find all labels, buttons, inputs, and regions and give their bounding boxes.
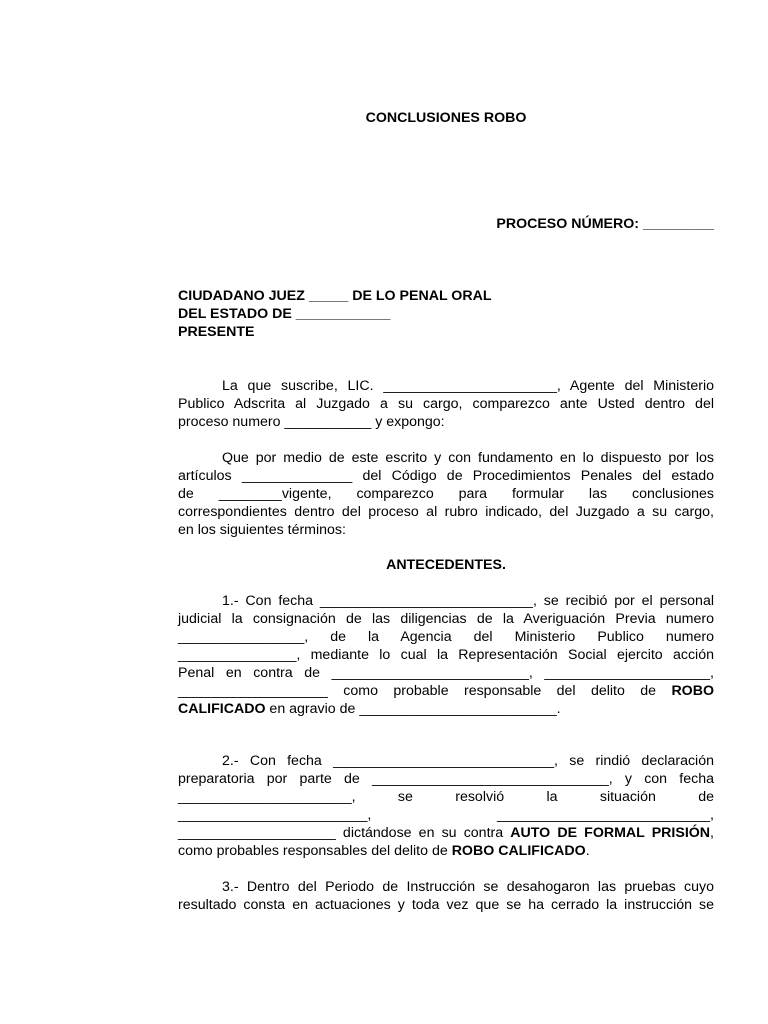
paragraph-intro <box>178 377 714 431</box>
paragraph-line <box>178 824 714 842</box>
text-run: ____________________ dictándose en su contra <box>178 825 511 841</box>
paragraph-line: proceso numero ___________ y expongo: <box>178 414 445 430</box>
paragraph-line: ______________________, se resolvió la situación de <box>178 789 714 805</box>
paragraph-line: artículos ______________ del Código de Procedimientos Penales del estado <box>178 468 714 484</box>
bold-run: ROBO CALIFICADO <box>451 843 586 859</box>
paragraph-line: 3.- Dentro del Periodo de Instrucción se desahogaron las pruebas cuyo <box>222 879 714 895</box>
paragraph-line <box>178 700 714 718</box>
bold-run: AUTO DE FORMAL PRISIÓN <box>510 825 711 841</box>
addressee-line: PRESENTE <box>178 324 255 340</box>
paragraph-line: preparatoria por parte de ______________________________, y con fecha <box>178 771 714 787</box>
bold-run: ROBO <box>671 683 714 699</box>
paragraph-line: Que por medio de este escrito y con fundamento en lo dispuesto por los <box>222 450 714 466</box>
document-title: CONCLUSIONES ROBO <box>365 110 527 126</box>
paragraph-grounds <box>178 449 714 539</box>
paragraph-line <box>178 682 714 700</box>
process-number: PROCESO NÚMERO: _________ <box>496 216 714 232</box>
text-run: . <box>585 843 590 859</box>
paragraph-line: de ________vigente, comparezco para formular las conclusiones <box>178 486 714 502</box>
paragraph-line: 1.- Con fecha ___________________________, se recibió por el personal <box>222 593 714 609</box>
addressee-line: DEL ESTADO DE ____________ <box>178 306 391 322</box>
paragraph-line <box>178 842 714 860</box>
section-heading-antecedentes: ANTECEDENTES. <box>386 557 506 573</box>
paragraph-item-3 <box>178 878 714 914</box>
paragraph-line: Penal en contra de _________________________, _____________________, <box>178 665 714 681</box>
paragraph-line: judicial la consignación de las diligencias de la Averiguación Previa numero <box>178 611 714 627</box>
text-run: como probables responsables del delito de <box>178 843 452 859</box>
paragraph-line: ________________________, ___________________________, <box>178 807 714 823</box>
paragraph-item-1 <box>178 592 714 718</box>
text-run: , <box>710 825 714 841</box>
paragraph-line: 2.- Con fecha ____________________________, se rindió declaración <box>222 753 714 769</box>
paragraph-item-2 <box>178 752 714 860</box>
addressee-block <box>178 287 714 341</box>
paragraph-line: La que suscribe, LIC. ______________________, Agente del Ministerio <box>222 378 714 394</box>
paragraph-line: en los siguientes términos: <box>178 522 346 538</box>
paragraph-line: correspondientes dentro del proceso al rubro indicado, del Juzgado a su cargo, <box>178 504 714 520</box>
bold-run: CALIFICADO <box>178 701 266 717</box>
paragraph-line: _______________, mediante lo cual la Representación Social ejercito acción <box>178 647 714 663</box>
addressee-line: CIUDADANO JUEZ _____ DE LO PENAL ORAL <box>178 288 492 304</box>
paragraph-line: Publico Adscrita al Juzgado a su cargo, comparezco ante Usted dentro del <box>178 396 714 412</box>
text-run: ___________________ como probable responsable del delito de <box>178 683 657 699</box>
paragraph-line: ________________, de la Agencia del Ministerio Publico numero <box>178 629 714 645</box>
paragraph-line: resultado consta en actuaciones y toda vez que se ha cerrado la instrucción se <box>178 897 714 913</box>
text-run: en agravio de _________________________. <box>265 701 561 717</box>
